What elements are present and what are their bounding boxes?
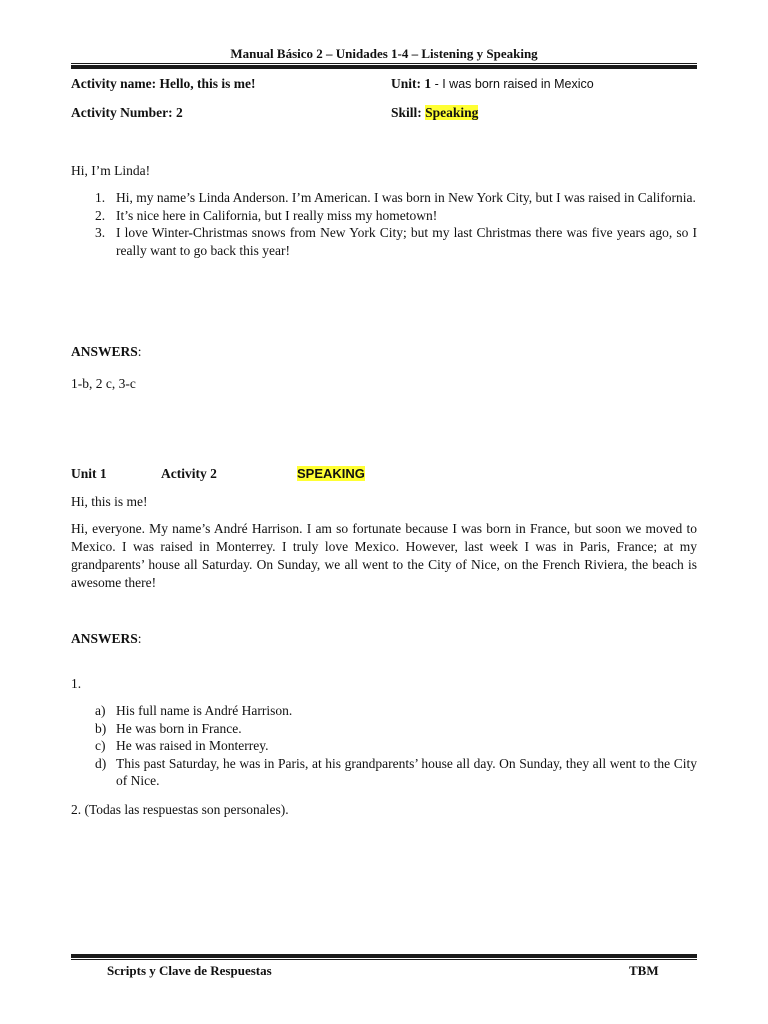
skill-label: Skill: xyxy=(391,105,422,120)
unit-label: Unit: 1 xyxy=(391,76,432,91)
section1-answers-heading xyxy=(71,343,142,361)
list-item-text: His full name is André Harrison. xyxy=(116,703,293,718)
list-item-letter: a) xyxy=(95,703,106,718)
list-item-number: 3. xyxy=(95,225,106,240)
list-item-text: He was raised in Monterrey. xyxy=(116,738,269,753)
list-item xyxy=(71,720,697,738)
list-item-text: Hi, my name’s Linda Anderson. I’m American. I was born in New York City, but I was raised in California. xyxy=(116,190,696,205)
section2-skill xyxy=(297,465,365,483)
activity-unit xyxy=(391,75,594,93)
section1-answers-value: 1-b, 2 c, 3-c xyxy=(71,376,136,391)
footer-rule-thin xyxy=(71,959,697,960)
list-item-text: It’s nice here in California, but I really miss my hometown! xyxy=(116,207,438,223)
section1-list xyxy=(71,189,697,259)
section2-question2: 2. (Todas las respuestas son personales). xyxy=(71,802,289,817)
list-item xyxy=(71,702,697,720)
header-rule-thick xyxy=(71,65,697,69)
skill-value-highlight: Speaking xyxy=(425,105,479,120)
list-item-letter: d) xyxy=(95,755,107,771)
footer-left-text: Scripts y Clave de Respuestas xyxy=(107,963,272,978)
list-item xyxy=(71,189,697,207)
list-item xyxy=(71,224,697,259)
header-rule-thin xyxy=(71,63,697,64)
answers-colon: : xyxy=(137,344,142,359)
list-item-number: 1. xyxy=(95,190,106,205)
list-item-text: He was born in France. xyxy=(116,720,242,736)
answers-label: ANSWERS xyxy=(71,631,138,646)
answers-label: ANSWERS xyxy=(71,344,138,359)
section2-activity: Activity 2 xyxy=(161,466,217,481)
section2-paragraph: Hi, everyone. My name’s André Harrison. I am so fortunate because I was born in France, but soon we moved to Mexico. I was raised in Monterrey. I truly love Mexico. However, last week I was in Paris, France; at my grandparents’ house all Saturday. On Sunday, we all went to the City of Nice, on the French Riviera, the beach is awesome there! xyxy=(71,521,697,590)
activity-skill xyxy=(391,104,478,122)
section2-skill-highlight: SPEAKING xyxy=(297,466,365,481)
footer-rule-thick xyxy=(71,954,697,958)
list-item-number: 2. xyxy=(95,207,106,223)
activity-number: Activity Number: 2 xyxy=(71,105,183,120)
section1-greeting: Hi, I’m Linda! xyxy=(71,163,151,178)
section2-answers-heading xyxy=(71,630,142,648)
unit-separator: - xyxy=(431,77,443,91)
section2-question1-label: 1. xyxy=(71,676,82,691)
footer-right-text: TBM xyxy=(629,963,659,978)
list-item-letter: b) xyxy=(95,720,107,736)
section2-answer-list xyxy=(71,702,697,790)
list-item-text: I love Winter-Christmas snows from New York City; but my last Christmas there was five years ago, so I really want to go back this year! xyxy=(116,225,697,258)
list-item-letter: c) xyxy=(95,738,106,753)
section2-unit: Unit 1 xyxy=(71,466,107,481)
answers-colon: : xyxy=(137,631,142,646)
list-item xyxy=(71,207,697,225)
list-item xyxy=(71,755,697,790)
section2-greeting: Hi, this is me! xyxy=(71,494,148,509)
document-header-title: Manual Básico 2 – Unidades 1-4 – Listening y Speaking xyxy=(230,46,538,61)
unit-description: I was born raised in Mexico xyxy=(442,77,594,91)
list-item-text: This past Saturday, he was in Paris, at his grandparents’ house all day. On Sunday, they all went to the City of Nice. xyxy=(116,755,697,788)
activity-name: Activity name: Hello, this is me! xyxy=(71,76,256,91)
list-item xyxy=(71,737,697,755)
